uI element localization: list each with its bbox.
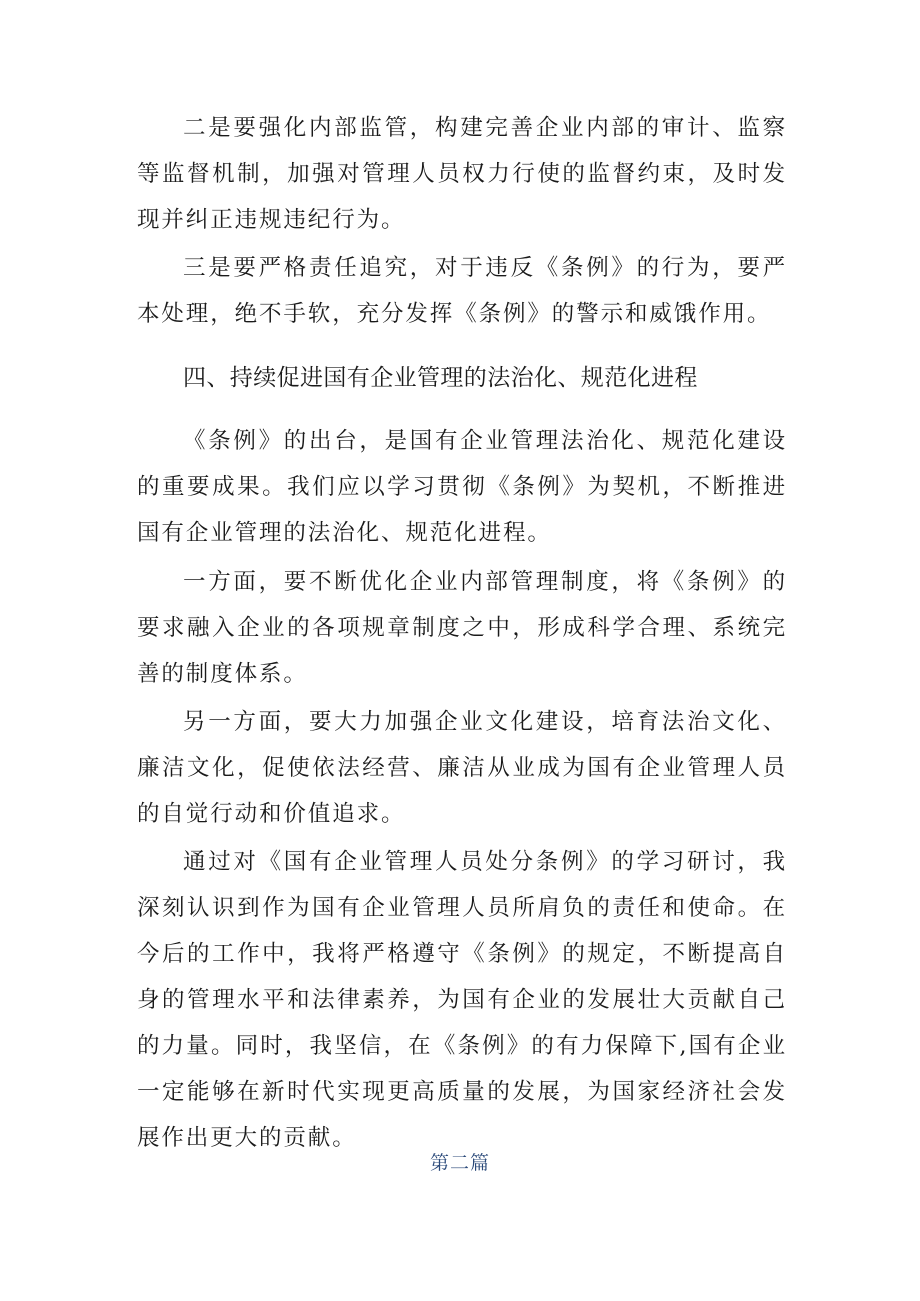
section-heading: 四、持续促进国有企业管理的法治化、规范化进程 — [183, 365, 698, 391]
paragraph-regulation-intro: 《条例》的出台，是国有企业管理法治化、规范化建设的重要成果。我们应以学习贯彻《条例》为契机，不断推进国有企业管理的法治化、规范化进程。 — [137, 428, 787, 546]
paragraph-corporate-culture: 另一方面，要大力加强企业文化建设，培育法治文化、廉洁文化，促使依法经营、廉洁从业成为国有企业管理人员的自觉行动和价值追求。 — [137, 709, 787, 827]
paragraph-accountability: 三是要严格责任追究，对于违反《条例》的行为，要严本处理，绝不手软，充分发挥《条例》的警示和威饿作用。 — [137, 255, 787, 327]
chapter-label: 第二篇 — [429, 1152, 490, 1174]
paragraph-internal-supervision: 二是要强化内部监管，构建完善企业内部的审计、监察等监督机制，加强对管理人员权力行使的监督约束，及时发现并纠正违规违纪行为。 — [137, 115, 787, 233]
paragraph-optimize-system: 一方面，要不断优化企业内部管理制度，将《条例》的要求融入企业的各项规章制度之中，形成科学合理、系统完善的制度体系。 — [137, 569, 787, 687]
paragraph-conclusion: 通过对《国有企业管理人员处分条例》的学习研讨，我深刻认识到作为国有企业管理人员所肩负的责任和使命。在今后的工作中，我将严格遵守《条例》的规定，不断提高自身的管理水平和法律素养，为国有企业的发展壮大贡献自己的力量。同时，我坚信，在《条例》的有力保障下,国有企业一定能够在新时代实现更高质量的发展，为国家经济社会发展作出更大的贡献。 — [137, 849, 787, 1151]
